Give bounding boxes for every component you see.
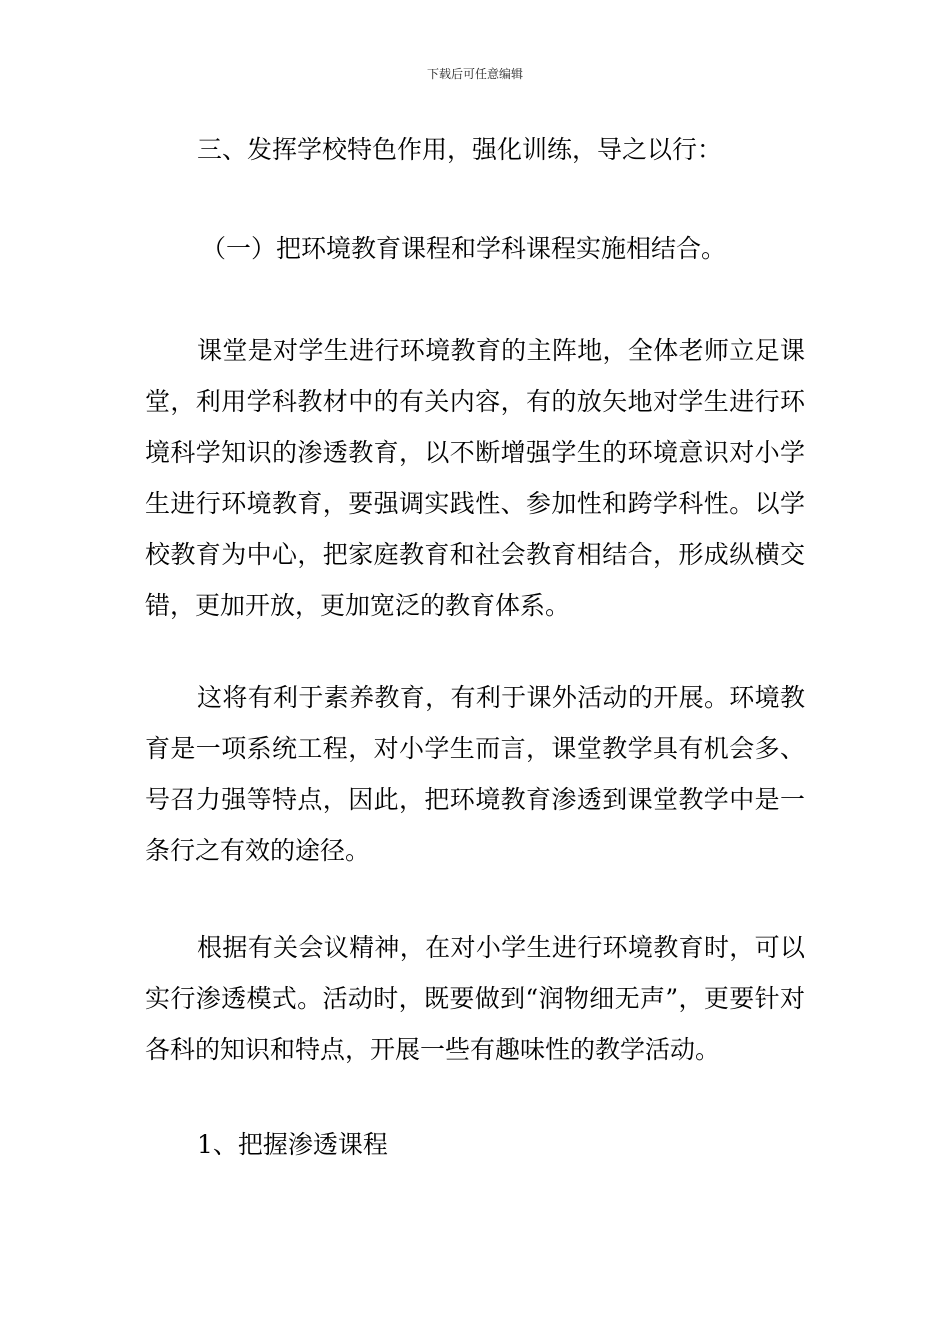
subsection-heading: （一）把环境教育课程和学科课程实施相结合。 — [201, 234, 727, 263]
body-paragraph-1: 课堂是对学生进行环境教育的主阵地，全体老师立足课堂，利用学科教材中的有关内容，有的放矢地对学生进行环境科学知识的渗透教育，以不断增强学生的环境意识对小学生进行环境教育，要强调实践性、参加性和跨学科性。以学校教育为中心，把家庭教育和社会教育相结合，形成纵横交错，更加开放，更加宽泛的教育体系。 — [145, 336, 805, 620]
list-item-title: 1、把握渗透课程 — [197, 1130, 388, 1159]
section-heading: 三、发挥学校特色作用，强化训练，导之以行： — [197, 135, 723, 164]
header-note: 下载后可任意编辑 — [426, 67, 523, 81]
body-paragraph-3: 根据有关会议精神，在对小学生进行环境教育时，可以实行渗透模式。活动时，既要做到“润物细无声”，更要针对各科的知识和特点，开展一些有趣味性的教学活动。 — [145, 933, 805, 1064]
body-paragraph-2: 这将有利于素养教育，有利于课外活动的开展。环境教育是一项系统工程，对小学生而言，课堂教学具有机会多、号召力强等特点，因此，把环境教育渗透到课堂教学中是一条行之有效的途径。 — [145, 683, 805, 865]
